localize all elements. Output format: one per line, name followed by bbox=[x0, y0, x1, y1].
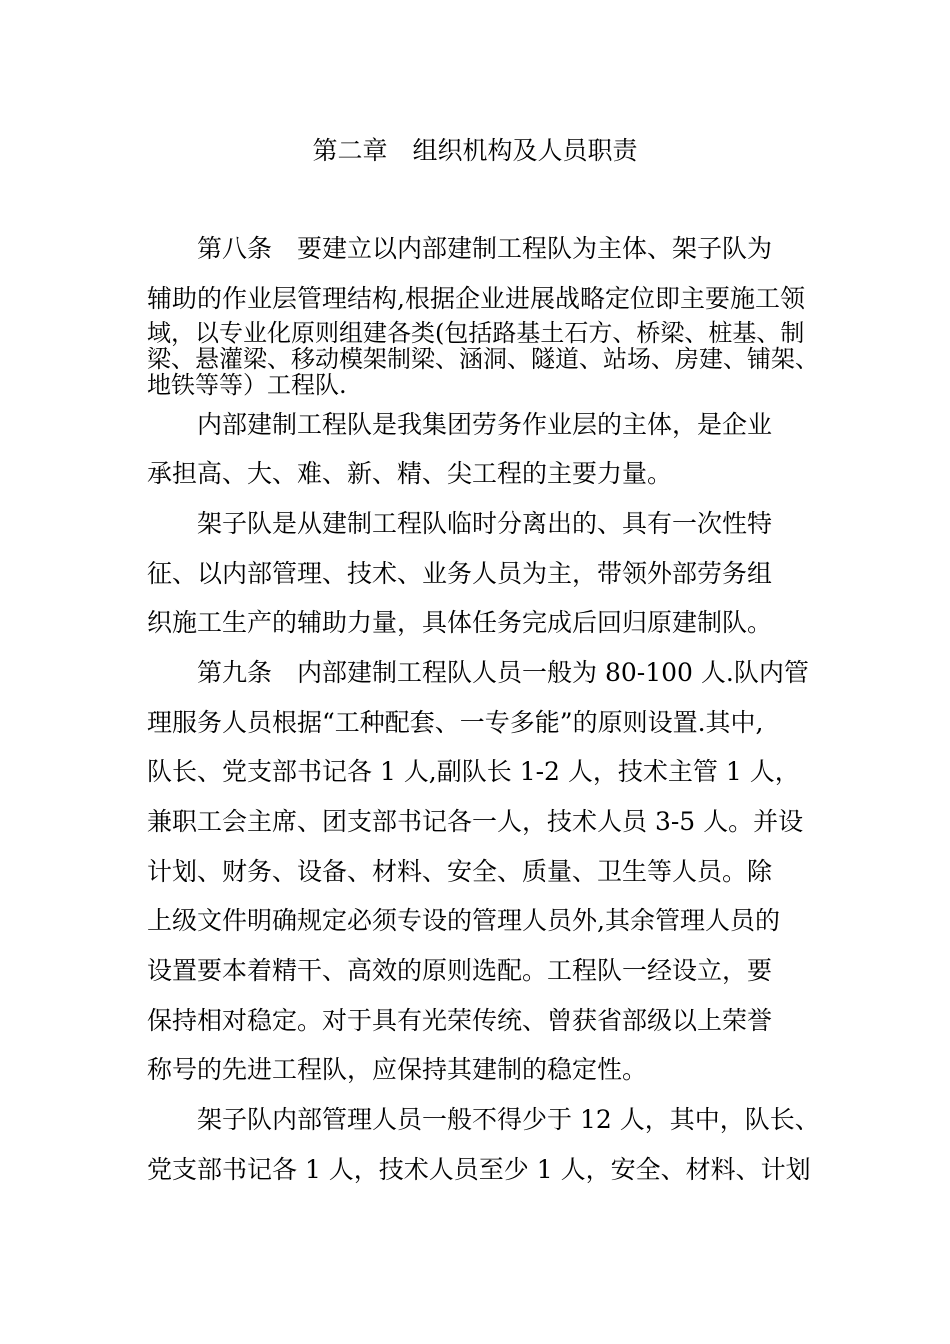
paragraph-line: 织施工生产的辅助力量，具体任务完成后回归原建制队。 bbox=[147, 608, 773, 637]
paragraph-line: 征、以内部管理、技术、业务人员为主，带领外部劳务组 bbox=[147, 559, 773, 588]
paragraph-line: 承担高、大、难、新、精、尖工程的主要力量。 bbox=[147, 459, 673, 488]
paragraph-line: 第八条 要建立以内部建制工程队为主体、架子队为 bbox=[147, 234, 773, 263]
paragraph-line: 架子队内部管理人员一般不得少于 12 人，其中，队长、 bbox=[147, 1105, 820, 1134]
paragraph-line: 第九条 内部建制工程队人员一般为 80-100 人.队内管 bbox=[147, 658, 809, 687]
paragraph-line: 兼职工会主席、团支部书记各一人，技术人员 3-5 人。并设 bbox=[147, 807, 804, 836]
paragraph-line: 队长、党支部书记各 1 人,副队长 1-2 人，技术主管 1 人， bbox=[147, 757, 800, 786]
paragraph-line: 上级文件明确规定必须专设的管理人员外,其余管理人员的 bbox=[147, 906, 780, 935]
paragraph-line: 理服务人员根据“工种配套、一专多能”的原则设置.其中, bbox=[147, 708, 764, 737]
paragraph-line: 称号的先进工程队，应保持其建制的稳定性。 bbox=[147, 1055, 648, 1084]
paragraph-line: 架子队是从建制工程队临时分离出的、具有一次性特 bbox=[147, 509, 773, 538]
chapter-title: 第二章 组织机构及人员职责 bbox=[312, 136, 638, 165]
paragraph-line: 内部建制工程队是我集团劳务作业层的主体，是企业 bbox=[147, 410, 773, 439]
paragraph-line: 党支部书记各 1 人，技术人员至少 1 人，安全、材料、计划 bbox=[147, 1155, 811, 1184]
paragraph-line: 保持相对稳定。对于具有光荣传统、曾获省部级以上荣誉 bbox=[147, 1006, 773, 1035]
paragraph-line: 辅助的作业层管理结构,根据企业进展战略定位即主要施工领 bbox=[147, 284, 805, 313]
paragraph-line: 地铁等等）工程队. bbox=[147, 371, 347, 399]
paragraph-line: 设置要本着精干、高效的原则选配。工程队一经设立，要 bbox=[147, 956, 773, 985]
paragraph-line: 计划、财务、设备、材料、安全、质量、卫生等人员。除 bbox=[147, 857, 773, 886]
paragraph-line: 域，以专业化原则组建各类(包括路基土石方、桥梁、桩基、制 bbox=[147, 319, 805, 347]
paragraph-line: 梁、悬灌梁、移动模架制梁、涵洞、隧道、站场、房建、铺架、 bbox=[147, 345, 819, 373]
